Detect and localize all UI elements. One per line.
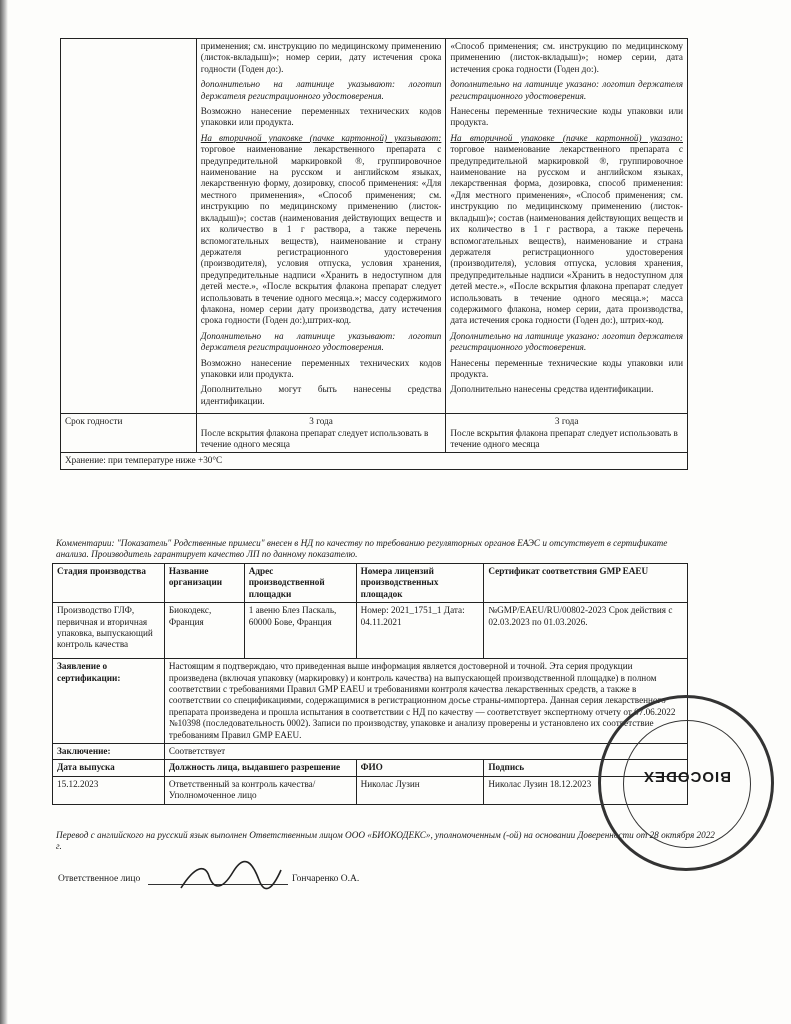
spec-paragraph	[201, 331, 442, 354]
stamp-text: BIOCODEX	[643, 768, 732, 785]
cell-org: Биокодекс, Франция	[164, 603, 244, 659]
upper-table	[60, 38, 688, 470]
scan-edge	[0, 0, 8, 1024]
spec-lead: На вторичной упаковке (пачке картонной) указывают:	[200, 132, 442, 143]
spec-paragraph	[201, 106, 442, 129]
result-text: Дополнительно на латинице указано: логотип держателя регистрационного удостоверения.	[450, 330, 683, 353]
result-lead: На вторичной упаковке (пачке картонной) указано:	[450, 132, 683, 143]
company-stamp	[598, 695, 774, 871]
release-name-header: ФИО	[356, 760, 484, 776]
label-cell-empty	[61, 39, 197, 414]
spec-text: дополнительно на латинице указывают: логотип держателя регистрационного удостоверения.	[200, 79, 442, 101]
result-paragraph	[450, 106, 683, 129]
spec-text: Возможно нанесение переменных технических кодов упаковки или продукта.	[200, 357, 442, 379]
conclusion-label: Заключение:	[53, 744, 165, 760]
spec-column	[196, 39, 446, 414]
spec-text: Дополнительно могут быть нанесены средства идентификации.	[200, 384, 442, 406]
release-date: 15.12.2023	[53, 776, 165, 804]
result-text: Нанесены переменные технические коды упаковки или продукта.	[450, 357, 683, 379]
spec-paragraph	[201, 384, 442, 407]
shelf-life-spec-value: 3 года	[309, 416, 333, 427]
result-paragraph	[450, 358, 683, 381]
release-position-header: Должность лица, выдавшего разрешение	[164, 760, 356, 776]
release-sign-header: Подпись	[484, 760, 688, 776]
result-paragraph	[450, 331, 683, 354]
cell-gmp: №GMP/EAEU/RU/00802-2023 Срок действия с 02.03.2023 по 01.03.2026.	[484, 603, 688, 659]
statement-label: Заявление о сертификации:	[53, 659, 165, 744]
header-license: Номера лицензий производственных площадок	[356, 564, 484, 603]
spec-paragraph	[201, 358, 442, 381]
cell-address: 1 авеню Блез Паскаль, 60000 Бове, Франция	[244, 603, 356, 659]
signature-mark	[175, 858, 285, 898]
spec-text: Дополнительно на латинице указывают: логотип держателя регистрационного удостоверения.	[200, 330, 442, 353]
shelf-life-result-value: 3 года	[554, 416, 579, 427]
result-paragraph	[450, 384, 683, 395]
result-text: дополнительно на латинице указано: логотип держателя регистрационного удостоверения.	[450, 79, 683, 101]
responsible-name: Гончаренко О.А.	[292, 874, 360, 884]
shelf-life-spec	[196, 414, 446, 453]
release-position: Ответственный за контроль качества/Уполномоченное лицо	[164, 776, 356, 804]
spec-paragraph	[201, 41, 442, 75]
sites-table	[52, 563, 688, 805]
result-paragraph	[450, 133, 683, 327]
spec-paragraph	[201, 133, 442, 327]
header-stage: Стадия производства	[53, 564, 165, 603]
spec-text: применения; см. инструкцию по медицинскому применению (листок-вкладыш)»; номер серии, дату истечения срока годности (Годен до:).	[200, 41, 442, 74]
cell-license: Номер: 2021_1751_1 Дата: 04.11.2021	[356, 603, 484, 659]
result-column	[446, 39, 688, 414]
result-text: «Способ применения; см. инструкцию по медицинскому применению (листок-вкладыш)»; номер серии, дата истечения срока годности (Годен до:).	[450, 41, 683, 74]
release-name: Николас Лузин	[356, 776, 484, 804]
shelf-life-result-note: После вскрытия флакона препарат следует использовать в течение одного месяца	[450, 427, 678, 449]
release-sign: Николас Лузин 18.12.2023	[484, 776, 688, 804]
cell-stage: Производство ГЛФ, первичная и вторичная упаковка, выпускающий контроль качества	[53, 603, 165, 659]
release-date-header: Дата выпуска	[53, 760, 165, 776]
result-text: Нанесены переменные технические коды упаковки или продукта.	[450, 106, 683, 128]
translation-note: Перевод с английского на русский язык выполнен Ответственным лицом ООО «БИОКОДЕКС», уполномоченным (-ой) на основании Доверенности от 28 октября 2022 г.	[56, 830, 715, 852]
result-paragraph	[450, 79, 683, 102]
statement-text: Настоящим я подтверждаю, что приведенная выше информация является достоверной и точной. Эта серия продукции произведена (включая упаковку (маркировку) и контроль качества) на выпускающей производственной площадке) в полном соответствии с требованиями Правил GMP EAEU и требованиями контроля качества лекарственных средств, а также в соответствии со спецификациями, содержащимися в регистрационном досье страны-импортера. Данная серия лекарственного препарата произведена и прошла испытания в соответствии с НД по качеству — соответствует экспертному отчету от 07.06.2022 №10398 (последовательность 0002). Записи по производству, упаковке и анализу проверены и установлено их соответствие требованиям Правил GMP EAEU.	[164, 659, 687, 744]
spec-text: Возможно нанесение переменных технических кодов упаковки или продукта.	[200, 106, 442, 128]
header-org: Название организации	[164, 564, 244, 603]
header-address: Адрес производственной площадки	[244, 564, 356, 603]
shelf-life-result	[446, 414, 688, 453]
result-paragraph	[450, 41, 683, 75]
spec-text: торговое наименование лекарственного препарата с предупредительной маркировкой ®, группировочное наименование на русском и английском языках, лекарственную форму, дозировку, способ применения: «Для местного применения», «Способ применения; см. инструкцию по медицинскому применению (листок-вкладыш)»; состав (наименования действующих веществ и их количество в 1 г раствора, а также перечень вспомогательных веществ), наименование и страну держателя регистрационного удостоверения (производителя), условия отпуска, условия хранения, предупредительные надписи «Хранить в недоступном для детей месте.», «После вскрытия флакона препарат следует использовать в течение одного месяца.»; массу содержимого флакона, номер серии дату производства, дату истечения срока годности (Годен до:),штрих-код.	[200, 144, 442, 326]
shelf-life-label: Срок годности	[61, 414, 197, 453]
responsible-label: Ответственное лицо	[58, 874, 141, 884]
header-gmp: Сертификат соответствия GMP EAEU	[484, 564, 688, 603]
result-text: Дополнительно нанесены средства идентификации.	[450, 384, 654, 395]
spec-paragraph	[201, 79, 442, 102]
storage-row: Хранение: при температуре ниже +30°С	[61, 453, 688, 469]
result-text: торговое наименование лекарственного препарата с предупредительной маркировкой ®, группировочное наименование на русском и английском языках, лекарственная форма, дозировка, способ применения: «Для местного применения», «Способ применения; см. инструкцию по медицинскому применению (листок-вкладыш)»; состав (наименования действующих веществ и их количество в 1 г раствора, а также перечень вспомогательных веществ), наименование и страна держателя регистрационного удостоверения (производителя), условия отпуска, условия хранения, предупредительные надписи «Хранить в недоступном для детей месте.», «После вскрытия флакона препарат следует использовать в течение одного месяца.»; масса содержимого флакона, номер серии, дата производства, дата истечения срока годности (Годен до:), штрих-код.	[450, 144, 683, 326]
conclusion-value: Соответствует	[164, 744, 687, 760]
comment-note: Комментарии: "Показатель" Родственные примеси" внесен в НД по качеству по требованию регуляторных органов ЕАЭС и отсутствует в сертификате анализа. Производитель гарантирует качество ЛП по данному показателю.	[56, 538, 668, 560]
shelf-life-spec-note: После вскрытия флакона препарат следует использовать в течение одного месяца	[200, 427, 429, 449]
